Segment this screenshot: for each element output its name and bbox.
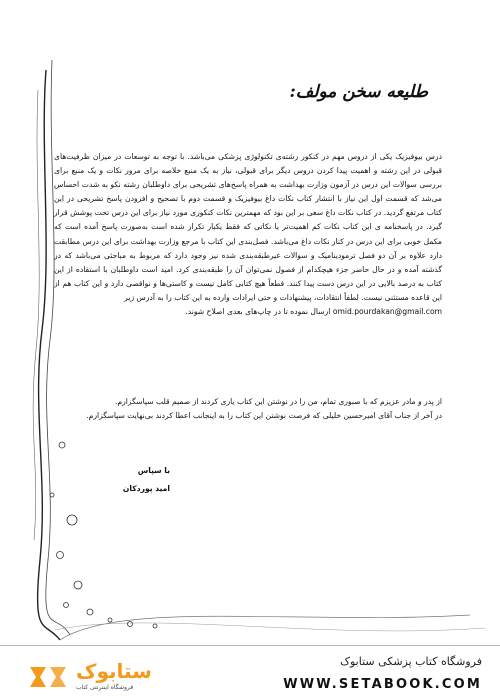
signature-name: امید پوردکان xyxy=(122,484,170,493)
logo-wordmark: ستابوک xyxy=(76,659,152,683)
preface-body xyxy=(54,150,442,319)
thanks-publisher: در آخر از جناب آقای امیرحسین خلیلی که فرصت نوشتن این کتاب را به اینجانب اعطا کردند بی‌نهایت سپاسگزارم. xyxy=(86,411,442,420)
store-url-link[interactable]: WWW.SETABOOK.COM xyxy=(283,677,482,692)
signature-block xyxy=(123,462,170,498)
footer-divider xyxy=(0,645,500,646)
page-heading: طلیعه سخن مولف: xyxy=(289,82,428,102)
store-name: فروشگاه کتاب پزشکی ستابوک xyxy=(340,655,482,668)
book-logo-icon xyxy=(26,663,70,691)
email-line xyxy=(54,305,442,319)
publisher-footer xyxy=(0,645,500,700)
author-email[interactable]: omid.pourdakan@gmail.com xyxy=(332,307,442,317)
thanks-parents: از پدر و مادر عزیزم که با صبوری تمام، من را در نوشتن این کتاب یاری کردند از صمیم قلب سپاسگزارم. xyxy=(114,397,442,406)
preface-paragraph: درس بیوفیزیک یکی از دروس مهم در کنکور رشته‌ی تکنولوژی پزشکی می‌باشد. با توجه به توسعات در میزان ظرفیت‌های قبولی در این رشته و اهمیت پیدا کردن دروس دیگر برای قبولی، نیاز به یک منبع خلاصه برای مرور نکات و یک منبع برای بررسی سوالات این درس در آزمون وزارت بهداشت به همراه پاسخ‌های تشریحی برای داوطلبان رشته نکو به شدت احساس می‌شد که قسمت اول این نیاز با انتشار کتاب نکات داغ بیوفیزیک و قسمت دوم با تصحیح و افزودن پاسخ تشریحی در این کتاب مرتفع گردید. در کتاب نکات داغ سعی بر این بود که مهمترین نکات کنکوری مورد نیاز برای این درس تحت پوشش قرار گیرد. در پاسخنامه ی این کتاب نکات کم اهمیت‌تر یا نکاتی که فقط یکبار تکرار شده است به‌صورت پاسخ آمده است که مکمل خوبی برای این درس در کنار نکات داغ می‌باشد. فصل‌بندی این کتاب با مرجع وزارت بهداشت برای این درس مطابقت دارد علاوه بر آن دو فصل ترمودینامیک و سوالات غیرطبقه‌بندی شده نیز وجود دارد که مربوط به مباحثی می‌باشد که در گذشته آمده و در حال حاضر جزء هیچکدام از فصول نمی‌توان آن را طبقه‌بندی کرد. امید است داوطلبان با استفاده از این کتاب به درصد بالایی در این درس دست پیدا کنند. قطعاً هیچ کتابی کامل نیست و کاستی‌ها و نواقصی دارد و این کتاب هم از این قاعده مستثنی نیست. لطفاً انتقادات، پیشنهادات و حتی ایرادات وارده به این کتاب را به آدرس زیر xyxy=(54,152,442,302)
signature-greeting: با سپاس xyxy=(137,466,170,475)
email-line-suffix: ارسال نموده تا در چاپ‌های بعدی اصلاح شوند. xyxy=(185,307,331,317)
acknowledgements xyxy=(54,395,442,423)
publisher-logo[interactable] xyxy=(18,653,168,695)
logo-subtitle: فروشگاه اینترنتی کتاب xyxy=(76,684,134,691)
